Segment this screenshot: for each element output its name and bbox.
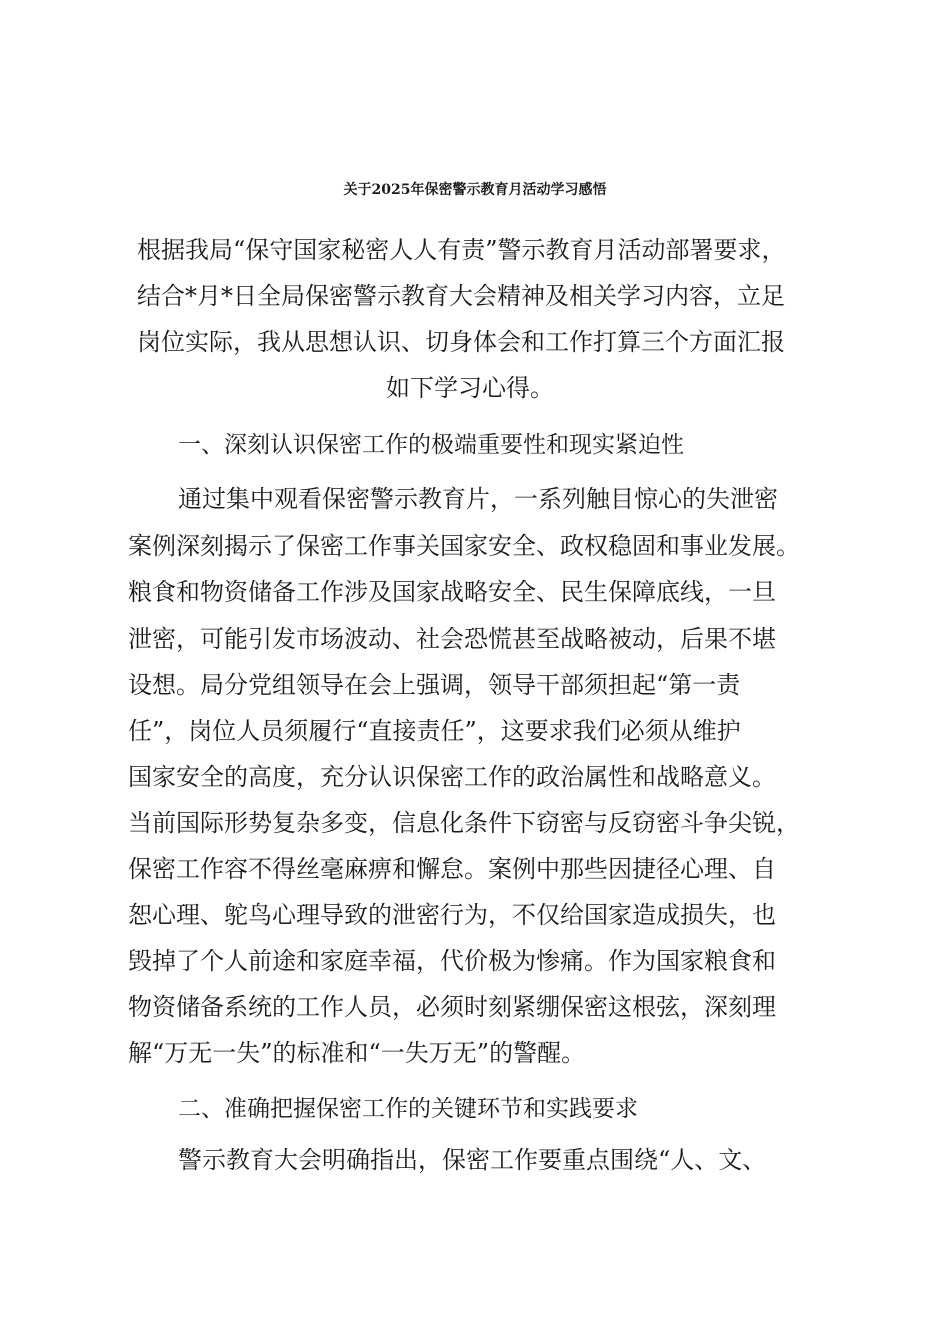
section-1-line: 物资储备系统的工作人员，必须时刻紧绷保密这根弦，深刻理	[128, 993, 776, 1021]
section-1-line: 当前国际形势复杂多变，信息化条件下窃密与反窃密斗争尖锐，	[128, 809, 800, 837]
intro-line-2: 结合*月*日全局保密警示教育大会精神及相关学习内容，立足	[137, 282, 785, 310]
section-1-line: 国家安全的高度，充分认识保密工作的政治属性和战略意义。	[128, 763, 776, 791]
section-1-line: 解“万无一失”的标准和“一失万无”的警醒。	[128, 1039, 586, 1067]
intro-line-1: 根据我局“保守国家秘密人人有责”警示教育月活动部署要求，	[137, 236, 786, 264]
section-2-heading: 二、准确把握保密工作的关键环节和实践要求	[178, 1096, 638, 1122]
section-1-line: 案例深刻揭示了保密工作事关国家安全、政权稳固和事业发展。	[128, 532, 800, 560]
section-1-line: 通过集中观看保密警示教育片，一系列触目惊心的失泄密	[178, 485, 778, 513]
section-2-line: 警示教育大会明确指出，保密工作要重点围绕“人、文、	[178, 1146, 767, 1174]
section-1-line: 设想。局分党组领导在会上强调，领导干部须担起“第一责	[128, 671, 741, 699]
section-1-line: 保密工作容不得丝毫麻痹和懈怠。案例中那些因捷径心理、自	[128, 855, 776, 883]
intro-line-3: 岗位实际，我从思想认识、切身体会和工作打算三个方面汇报	[137, 328, 785, 356]
section-1-heading: 一、深刻认识保密工作的极端重要性和现实紧迫性	[178, 432, 684, 458]
intro-line-4: 如下学习心得。	[386, 374, 554, 402]
section-1-line: 任”，岗位人员须履行“直接责任”，这要求我们必须从维护	[128, 717, 741, 745]
document-title: 关于2025年保密警示教育月活动学习感悟	[343, 182, 607, 198]
section-1-line: 粮食和物资储备工作涉及国家战略安全、民生保障底线，一旦	[128, 578, 776, 606]
section-1-line: 泄密，可能引发市场波动、社会恐慌甚至战略被动，后果不堪	[128, 625, 776, 653]
section-1-line: 恕心理、鸵鸟心理导致的泄密行为，不仅给国家造成损失，也	[128, 901, 776, 929]
section-1-line: 毁掉了个人前途和家庭幸福，代价极为惨痛。作为国家粮食和	[128, 947, 776, 975]
